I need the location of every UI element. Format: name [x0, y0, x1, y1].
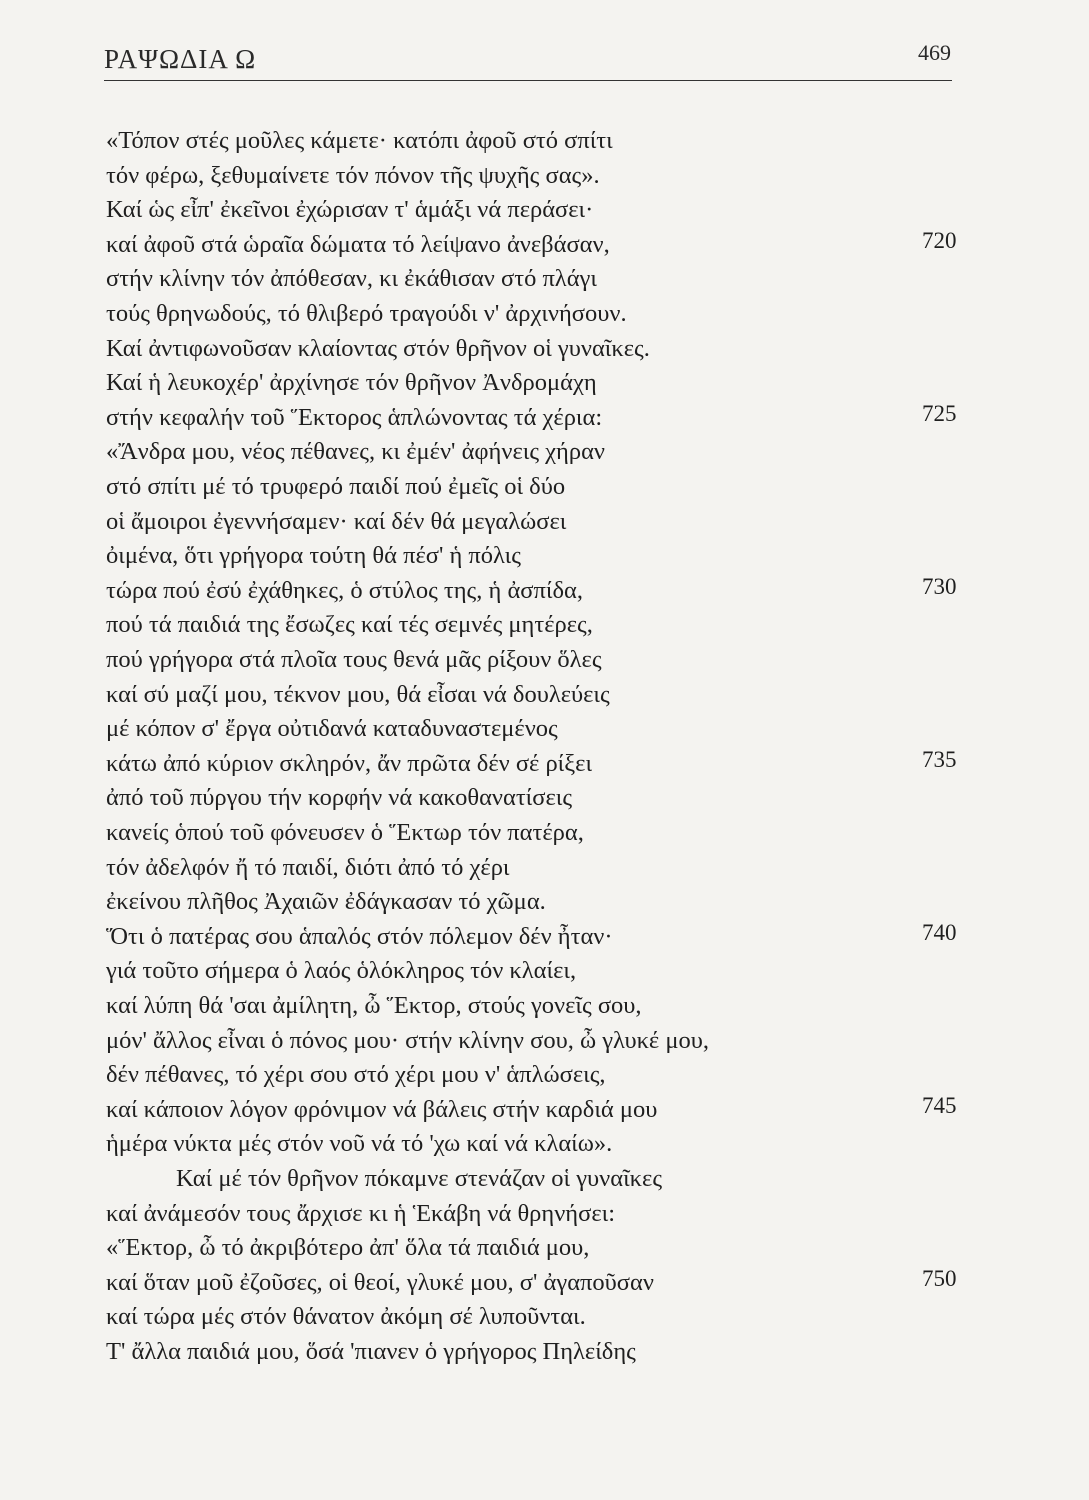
verse-line: μέ κόπον σ' ἔργα οὐτιδανά καταδυναστεμένος	[106, 715, 558, 743]
verse-line: πού τά παιδιά της ἔσωζες καί τές σεμνές μητέρες,	[106, 611, 593, 639]
line-number: 730	[922, 573, 957, 599]
verse-line: ἡμέρα νύκτα μές στόν νοῦ νά τό 'χω καί νά κλαίω».	[106, 1130, 613, 1158]
verse-line: Καί μέ τόν θρῆνον πόκαμνε στενάζαν οἱ γυναῖκες	[176, 1165, 663, 1192]
verse-line: ἐκείνου πλῆθος Ἀχαιῶν ἐδάγκασαν τό χῶμα.	[106, 888, 546, 916]
verse-line: γιά τοῦτο σήμερα ὁ λαός ὁλόκληρος τόν κλαίει,	[106, 957, 577, 985]
verse-line: Καί ὡς εἶπ' ἐκεῖνοι ἐχώρισαν τ' ἁμάξι νά περάσει·	[106, 196, 594, 224]
verse-line: κάτω ἀπό κύριον σκληρόν, ἄν πρῶτα δέν σέ ρίξει	[106, 749, 593, 777]
line-number: 745	[922, 1092, 957, 1118]
verse-line: στό σπίτι μέ τό τρυφερό παιδί πού ἐμεῖς οἱ δύο	[106, 473, 566, 500]
verse-line: Ὅτι ὁ πατέρας σου ἁπαλός στόν πόλεμον δέν ἦταν·	[106, 922, 613, 950]
verse-line: «Ἄνδρα μου, νέος πέθανες, κι ἐμέν' ἀφήνεις χήραν	[106, 438, 605, 466]
verse-line: καί τώρα μές στόν θάνατον ἀκόμη σέ λυποῦνται.	[106, 1303, 586, 1331]
verse-line: δέν πέθανες, τό χέρι σου στό χέρι μου ν' ἁπλώσεις,	[106, 1061, 606, 1089]
verse-line: Καί ἡ λευκοχέρ' ἀρχίνησε τόν θρῆνον Ἀνδρομάχη	[106, 369, 597, 397]
verse-line: πού γρήγορα στά πλοῖα τους θενά μᾶς ρίξουν ὅλες	[106, 646, 602, 673]
verse-line: ὀιμένα, ὅτι γρήγορα τούτη θά πέσ' ἡ πόλις	[106, 542, 521, 570]
verse-line: τούς θρηνωδούς, τό θλιβερό τραγούδι ν' ἀρχινήσουν.	[106, 300, 627, 327]
verse-line: καί λύπη θά 'σαι ἀμίλητη, ὦ Ἕκτορ, στούς γονεῖς σου,	[106, 992, 642, 1019]
verse-line: στήν κεφαλήν τοῦ Ἕκτορος ἁπλώνοντας τά χέρια:	[106, 403, 603, 431]
verse-line: Τ' ἄλλα παιδιά μου, ὅσά 'πιανεν ὁ γρήγορος Πηλείδης	[106, 1338, 636, 1365]
verse-line: «Τόπον στές μοῦλες κάμετε· κατόπι ἀφοῦ στό σπίτι	[106, 127, 613, 154]
verse-line: «Ἕκτορ, ὦ τό ἀκριβότερο ἀπ' ὅλα τά παιδιά μου,	[106, 1234, 590, 1262]
verse-line: τόν φέρω, ξεθυμαίνετε τόν πόνον τῆς ψυχῆς σας».	[106, 161, 600, 189]
verse-line: καί ἀνάμεσόν τους ἄρχισε κι ἡ Ἑκάβη νά θρηνήσει:	[106, 1199, 616, 1227]
line-number: 735	[922, 746, 957, 772]
verse-line: οἱ ἄμοιροι ἐγεννήσαμεν· καί δέν θά μεγαλώσει	[106, 507, 567, 535]
page-number: 469	[918, 40, 951, 65]
line-number: 720	[922, 227, 957, 253]
line-number: 750	[922, 1265, 957, 1291]
verse-line: Καί ἀντιφωνοῦσαν κλαίοντας στόν θρῆνον οἱ γυναῖκες.	[106, 334, 650, 362]
verse-line: κανείς ὁπού τοῦ φόνευσεν ὁ Ἕκτωρ τόν πατέρα,	[106, 819, 584, 846]
verse-line: μόν' ἄλλος εἶναι ὁ πόνος μου· στήν κλίνην σου, ὦ γλυκέ μου,	[106, 1026, 709, 1054]
line-number: 740	[922, 919, 957, 945]
line-number: 725	[922, 400, 957, 426]
verse-line: στήν κλίνην τόν ἀπόθεσαν, κι ἐκάθισαν στό πλάγι	[106, 265, 597, 293]
verse-line: καί ὅταν μοῦ ἐζοῦσες, οἱ θεοί, γλυκέ μου, σ' ἀγαποῦσαν	[106, 1268, 654, 1296]
verse-line: τώρα πού ἐσύ ἐχάθηκες, ὁ στύλος της, ἡ ἀσπίδα,	[106, 576, 583, 604]
header-rule	[104, 80, 952, 81]
running-head: ΡΑΨΩΔΙΑ Ω	[104, 44, 257, 74]
verse-line: καί κάποιον λόγον φρόνιμον νά βάλεις στήν καρδιά μου	[106, 1095, 658, 1123]
verse-line: καί ἀφοῦ στά ὡραῖα δώματα τό λείψανο ἀνεβάσαν,	[106, 230, 610, 258]
verse-line: καί σύ μαζί μου, τέκνον μου, θά εἶσαι νά δουλεύεις	[106, 680, 610, 708]
verse-line: ἀπό τοῦ πύργου τήν κορφήν νά κακοθανατίσεις	[106, 784, 573, 812]
verse-line: τόν ἀδελφόν ἤ τό παιδί, διότι ἀπό τό χέρι	[106, 853, 510, 881]
